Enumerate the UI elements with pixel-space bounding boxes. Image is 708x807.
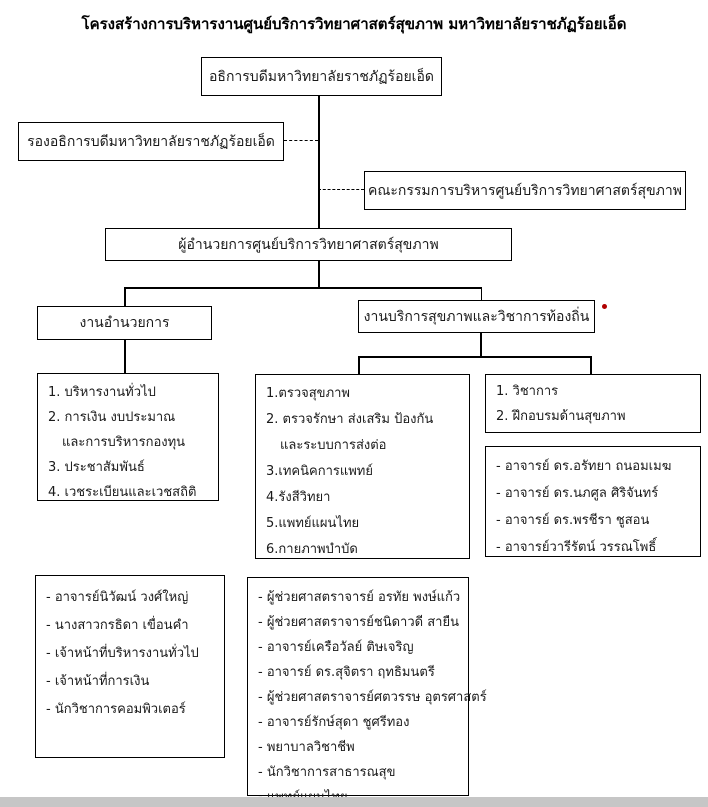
connector-admin-duties-drop [124, 340, 126, 373]
list-item: - นักวิชาการสาธารณสุข [258, 765, 396, 780]
list-item: - อาจารย์วารีรัตน์ วรรณโพธิ์ [496, 540, 657, 555]
list-item: - ผู้ช่วยศาสตราจารย์ อรทัย พงษ์แก้ว [258, 590, 461, 605]
list-item: - อาจารย์นิวัฒน์ วงศ์ใหญ่ [46, 590, 189, 605]
admin-duties-box [37, 373, 219, 501]
list-item: 1. วิชาการ [496, 384, 559, 399]
connector-academic-duties-drop [590, 356, 592, 374]
director-box: ผู้อำนวยการศูนย์บริการวิทยาศาสตร์สุขภาพ [105, 228, 512, 261]
health-service-dept-box: งานบริการสุขภาพและวิชาการท้องถิ่น [358, 300, 595, 333]
list-item: - นางสาวกรธิดา เขื่อนคำ [46, 618, 189, 633]
president-box: อธิการบดีมหาวิทยาลัยราชภัฏร้อยเอ็ด [201, 57, 442, 96]
list-item: - ผู้ช่วยศาสตราจารย์ชนิดาวดี สายืน [258, 615, 459, 630]
health-service-staff-box [247, 577, 487, 796]
list-item: - อาจารย์เครือวัลย์ ติษเจริญ [258, 640, 414, 655]
vice-president-box: รองอธิการบดีมหาวิทยาลัยราชภัฏร้อยเอ็ด [18, 122, 284, 161]
admin-staff-box [35, 575, 225, 758]
list-item: 5.แพทย์แผนไทย [266, 516, 360, 531]
list-item: 1. บริหารงานทั่วไป [48, 385, 156, 400]
list-item: - เจ้าหน้าที่การเงิน [46, 674, 150, 689]
list-item: 2. ฝึกอบรมด้านสุขภาพ [496, 409, 626, 424]
admin-dept-box: งานอำนวยการ [37, 306, 212, 340]
list-item: - ผู้ช่วยศาสตราจารย์ศตวรรษ อุตรศาสตร์ [258, 690, 487, 705]
list-item: และการบริหารกองทุน [62, 435, 186, 450]
list-item: 3. ประชาสัมพันธ์ [48, 460, 145, 475]
list-item: - อาจารย์ ดร.นภศูล ศิริจันทร์ [496, 486, 659, 501]
list-item: 3.เทคนิคการแพทย์ [266, 464, 373, 479]
connector-director-drop [318, 261, 320, 287]
connector-vice-president-dashed [284, 140, 318, 141]
list-item: 4. เวชระเบียนและเวชสถิติ [48, 485, 197, 500]
list-item: 1.ตรวจสุขภาพ [266, 386, 351, 401]
connector-service-duties-drop [358, 356, 360, 374]
connector-admin-dept-drop [124, 287, 126, 306]
connector-president-director [318, 96, 320, 228]
list-item: 2. ตรวจรักษา ส่งเสริม ป้องกัน [266, 412, 434, 427]
connector-service-split-drop [480, 333, 482, 356]
list-item: - อาจารย์ ดร.สุจิตรา ฤทธิมนตรี [258, 665, 435, 680]
bottom-page-edge [0, 797, 708, 807]
committee-box: คณะกรรมการบริหารศูนย์บริการวิทยาศาสตร์สุขภาพ [364, 171, 686, 210]
list-item: - อาจารย์ ดร.พรชีรา ชูสอน [496, 513, 650, 528]
list-item: - อาจารย์ ดร.อรัทยา ถนอมเมฆ [496, 459, 672, 474]
list-item: - เจ้าหน้าที่บริหารงานทั่วไป [46, 646, 199, 661]
list-item: - พยาบาลวิชาชีพ [258, 740, 355, 755]
academic-duties-box [485, 374, 701, 433]
academic-staff-box [485, 446, 701, 557]
connector-service-dept-drop [481, 287, 483, 300]
red-dot-marker [602, 304, 607, 309]
list-item: 4.รังสีวิทยา [266, 490, 331, 505]
connector-service-horizontal [358, 356, 591, 358]
page-title: โครงสร้างการบริหารงานศูนย์บริการวิทยาศาสตร์สุขภาพ มหาวิทยาลัยราชภัฏร้อยเอ็ด [81, 15, 627, 33]
list-item: 2. การเงิน งบประมาณ [48, 410, 176, 425]
health-service-duties-box [255, 374, 470, 559]
list-item: และระบบการส่งต่อ [280, 438, 387, 453]
connector-committee-dashed [318, 189, 364, 190]
list-item: - นักวิชาการคอมพิวเตอร์ [46, 702, 186, 717]
connector-departments-horizontal [124, 287, 482, 289]
list-item: - อาจารย์รักษ์สุดา ชูศรีทอง [258, 715, 410, 730]
list-item: 6.กายภาพบำบัด [266, 542, 358, 557]
